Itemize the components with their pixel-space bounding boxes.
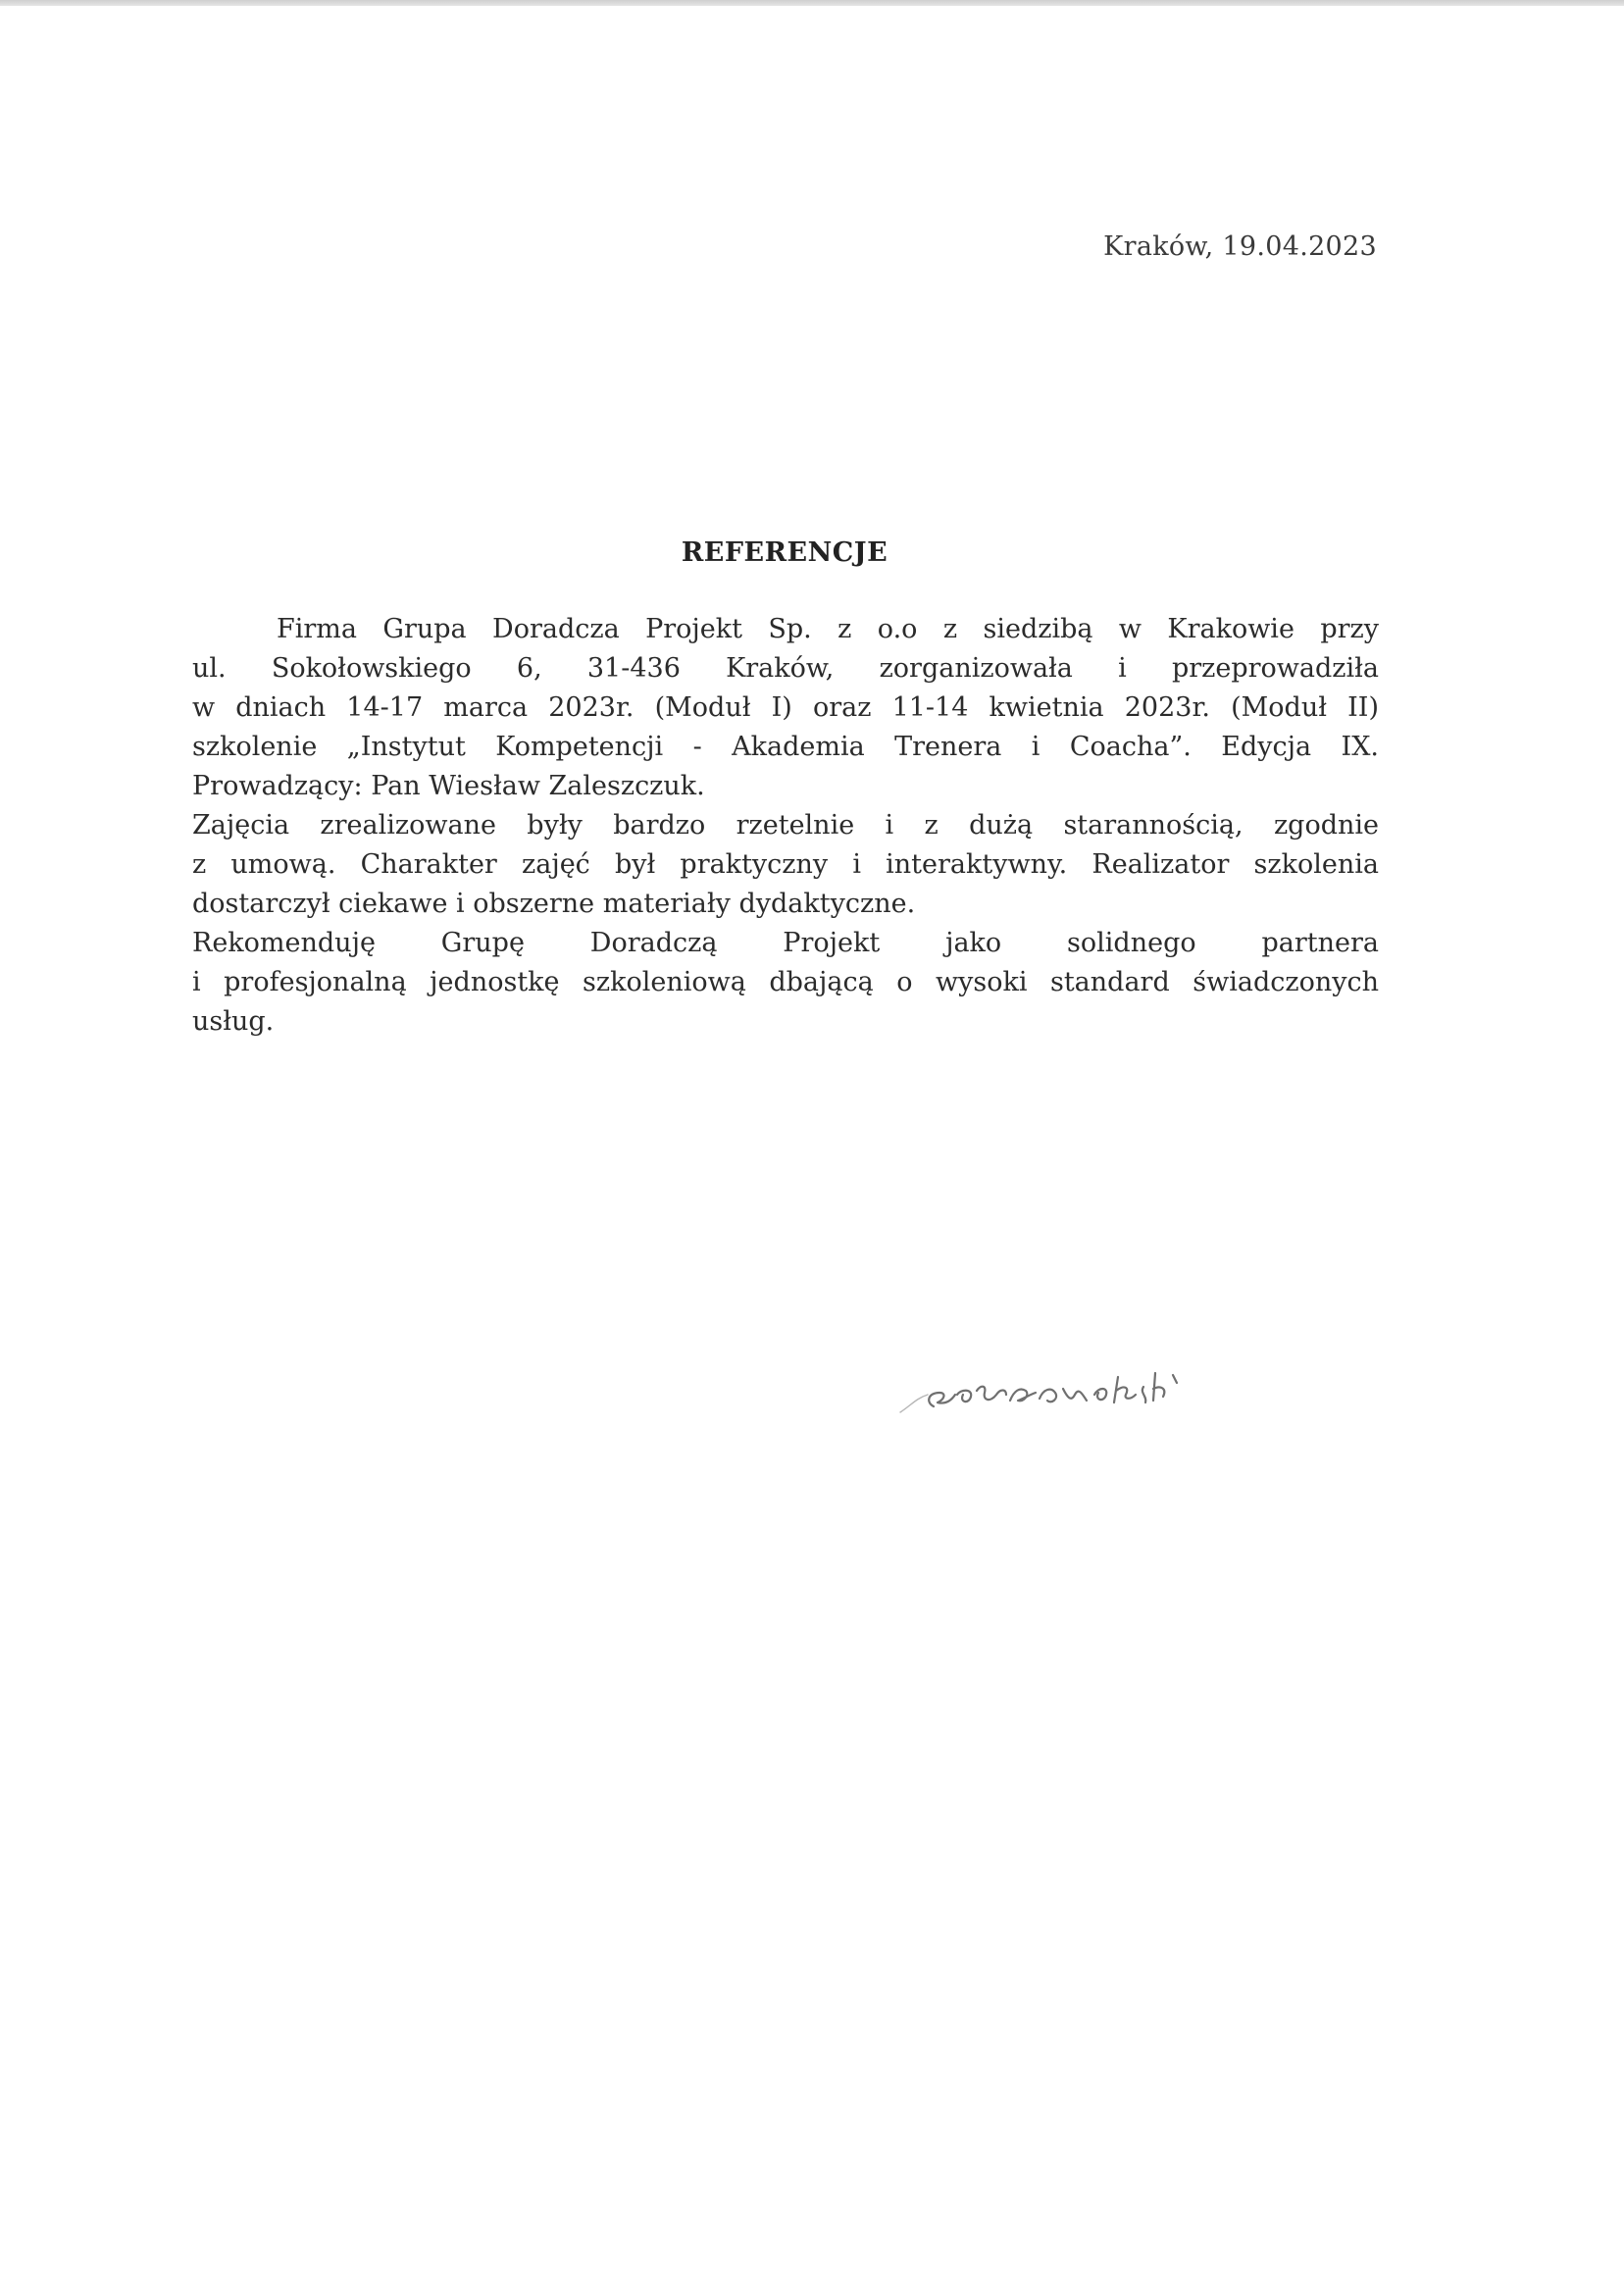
body-line: z umową. Charakter zajęć był praktyczny i interaktywny. Realizator szkolenia <box>192 849 1379 880</box>
body-line: Rekomenduję Grupę Doradczą Projekt jako solidnego partnera <box>192 928 1379 958</box>
body-line: szkolenie „Instytut Kompetencji - Akademia Trenera i Coacha”. Edycja IX. <box>192 732 1379 762</box>
body-line: usług. <box>192 1006 275 1037</box>
body-line: Firma Grupa Doradcza Projekt Sp. z o.o z siedzibą w Krakowie przy <box>277 614 1379 644</box>
body-line: ul. Sokołowskiego 6, 31-436 Kraków, zorganizowała i przeprowadziła <box>192 653 1379 684</box>
document-date: Kraków, 19.04.2023 <box>1103 231 1377 262</box>
document-title: REFERENCJE <box>681 537 888 568</box>
scan-edge <box>0 0 1624 6</box>
body-line: i profesjonalną jednostkę szkoleniową dbającą o wysoki standard świadczonych <box>192 967 1379 997</box>
signature <box>883 1331 1236 1434</box>
body-line: Zajęcia zrealizowane były bardzo rzetelnie i z dużą starannością, zgodnie <box>192 810 1379 841</box>
signature-text: Sosnowski <box>883 1331 967 1350</box>
body-line: dostarczył ciekawe i obszerne materiały dydaktyczne. <box>192 889 916 919</box>
document-body <box>192 610 1379 1042</box>
body-line: Prowadzący: Pan Wiesław Zaleszczuk. <box>192 771 705 801</box>
body-line: w dniach 14-17 marca 2023r. (Moduł I) oraz 11-14 kwietnia 2023r. (Moduł II) <box>192 692 1379 723</box>
